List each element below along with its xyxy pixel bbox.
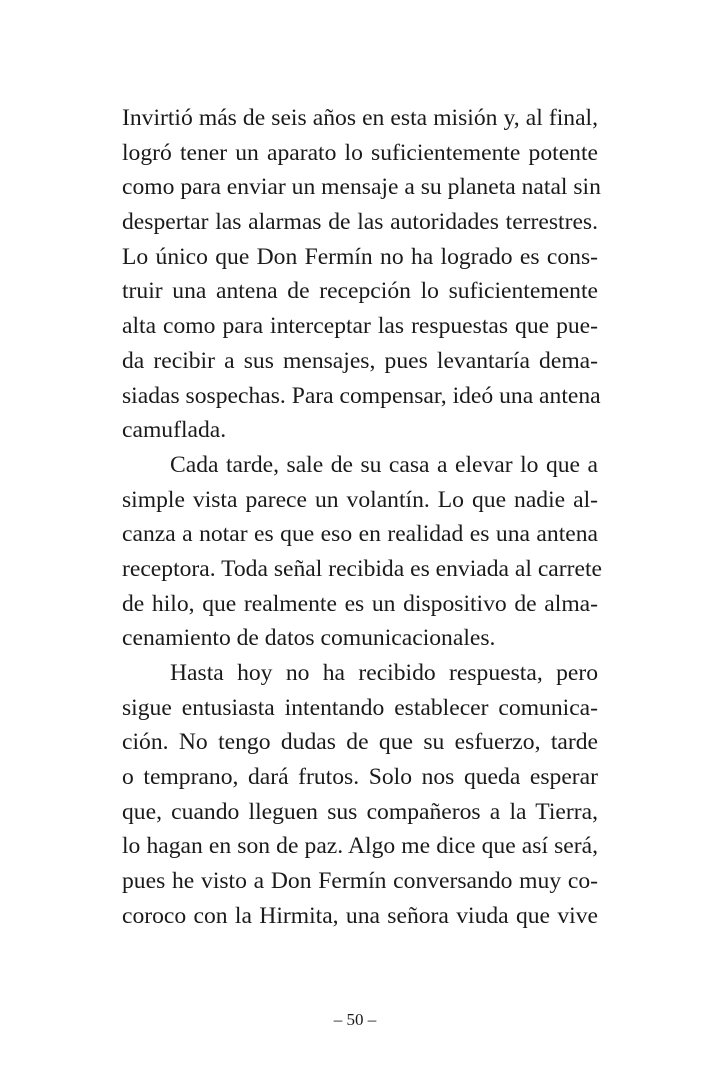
paragraph-3	[122, 656, 598, 934]
text-line: ción. No tengo dudas de que su esfuerzo, tarde	[122, 729, 598, 756]
text-line: de hilo, que realmente es un dispositivo de alma-	[122, 590, 598, 617]
text-line: Invirtió más de seis años en esta misión y, al final,	[122, 105, 598, 131]
text-line: truir una antena de recepción lo suficientemente	[122, 278, 598, 305]
text-line: sigue entusiasta intentando establecer comunica-	[122, 694, 598, 721]
text-line: coroco con la Hirmita, una señora viuda que vive	[122, 902, 598, 929]
text-line: Cada tarde, sale de su casa a elevar lo que a	[170, 451, 598, 478]
text-line: despertar las alarmas de las autoridades terrestres.	[122, 209, 598, 236]
text-line: receptora. Toda señal recibida es enviada al carrete	[122, 555, 602, 582]
text-line: simple vista parece un volantín. Lo que nadie al-	[122, 486, 598, 513]
text-line: da recibir a sus mensajes, pues levantaría dema-	[122, 347, 598, 374]
text-line: camuflada.	[122, 417, 227, 444]
text-line: o temprano, dará frutos. Solo nos queda esperar	[122, 764, 598, 791]
paragraph-1	[122, 101, 601, 448]
text-line: alta como para interceptar las respuestas que pue-	[122, 313, 598, 340]
text-line: que, cuando lleguen sus compañeros a la Tierra,	[122, 798, 598, 825]
text-line: logró tener un aparato lo suficientemente potente	[122, 139, 598, 166]
text-line: Hasta hoy no ha recibido respuesta, pero	[170, 660, 598, 686]
page-number: – 50 –	[333, 1010, 377, 1029]
text-line: siadas sospechas. Para compensar, ideó una antena	[122, 382, 601, 409]
text-line: Lo único que Don Fermín no ha logrado es cons-	[122, 243, 598, 270]
paragraph-2	[122, 448, 602, 656]
text-line: canza a notar es que eso en realidad es una antena	[122, 521, 598, 548]
text-line: lo hagan en son de paz. Algo me dice que así será,	[122, 833, 598, 860]
body-text	[122, 101, 602, 934]
text-line: cenamiento de datos comunicacionales.	[122, 625, 496, 652]
text-line: pues he visto a Don Fermín conversando muy co-	[122, 868, 598, 895]
text-line: como para enviar un mensaje a su planeta natal sin	[122, 174, 601, 201]
